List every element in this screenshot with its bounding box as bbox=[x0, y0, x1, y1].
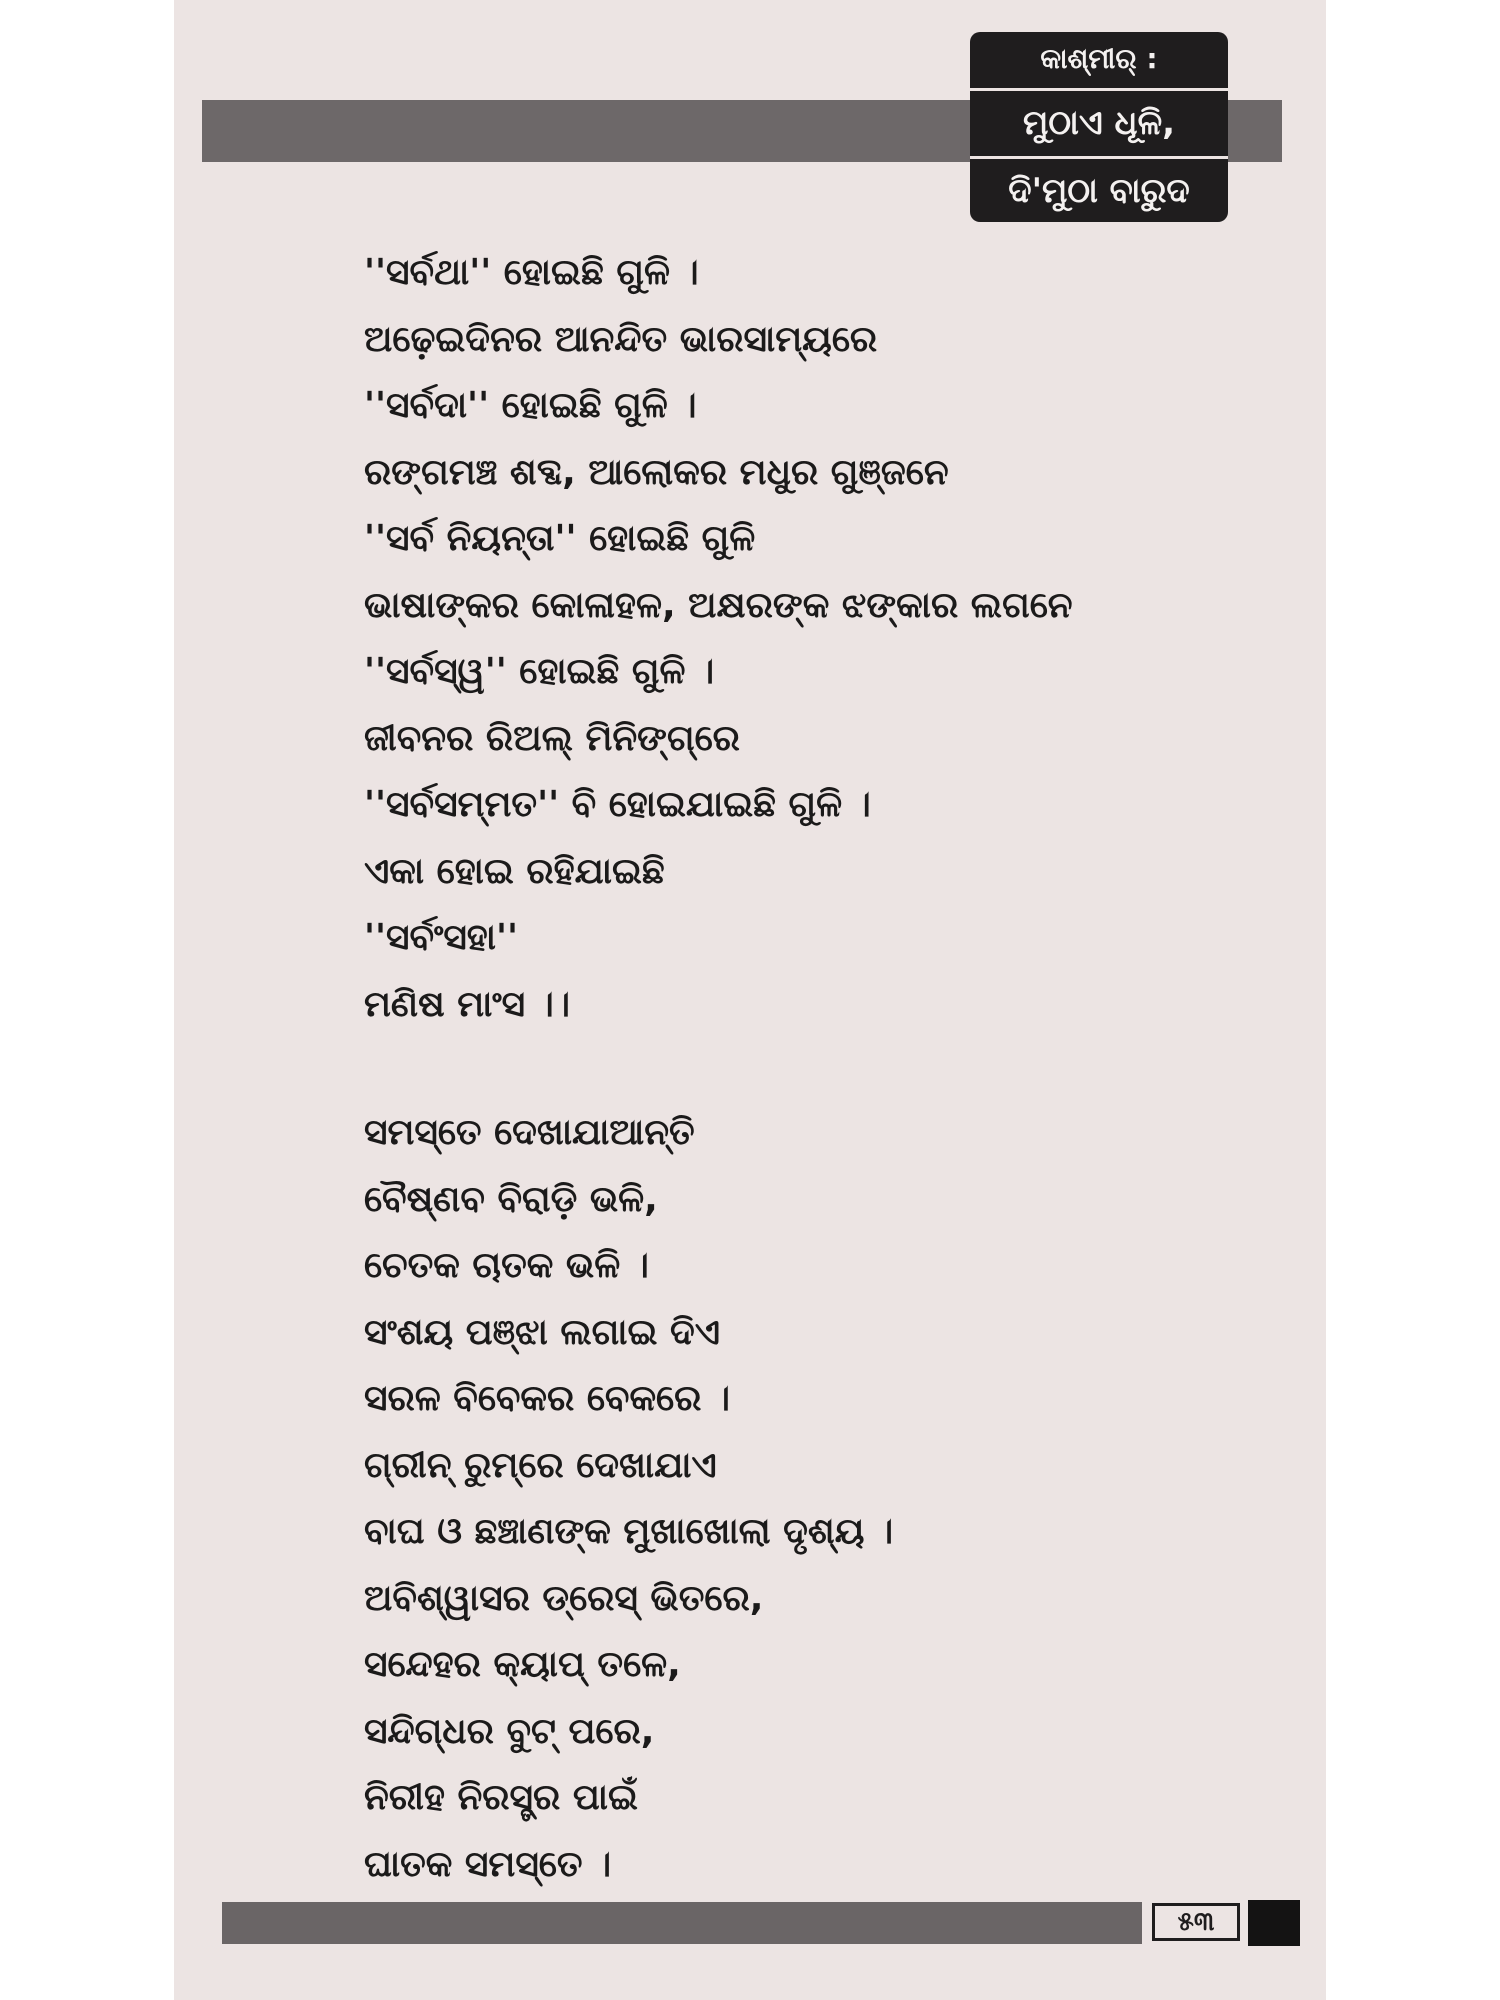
chapter-title-line-2: ମୁଠାଏ ଧୂଳି, bbox=[1022, 102, 1176, 143]
poem-line: ''ସର୍ବଂସହା'' bbox=[364, 917, 519, 958]
poem-line: ''ସର୍ବସମ୍ମତ'' ବି ହୋଇଯାଇଛି ଗୁଳି । bbox=[364, 784, 871, 825]
poem-line: ନିରୀହ ନିରସ୍ତ୍ର ପାଇଁ bbox=[364, 1777, 638, 1818]
chapter-title-line-1: କାଶ୍ମୀର୍ : bbox=[1040, 42, 1158, 76]
poem-line: ସନ୍ଦେହର କ୍ୟାପ୍ ତଳେ, bbox=[364, 1644, 681, 1685]
poem-line: ସମସ୍ତେ ଦେଖାଯାଆନ୍ତି bbox=[364, 1112, 695, 1153]
poem-line: ସରଳ ବିବେକର ବେକରେ । bbox=[364, 1378, 731, 1419]
poem-line: ଅବିଶ୍ୱାସର ଡ୍ରେସ୍ ଭିତରେ, bbox=[364, 1577, 764, 1619]
footer-block bbox=[1248, 1900, 1300, 1946]
poem-line: ଭାଷାଙ୍କର କୋଳାହଳ, ଅକ୍ଷରଙ୍କ ଝଙ୍କାର ଲଗନେ bbox=[364, 584, 1073, 626]
page-number: ୫୩ bbox=[1152, 1903, 1240, 1941]
poem-line: ବାଘ ଓ ଛଞ୍ଚାଣଙ୍କ ମୁଖାଖୋଲା ଦୃଶ୍ୟ । bbox=[364, 1511, 894, 1552]
poem-line: ଅଢ଼େଇଦିନର ଆନନ୍ଦିତ ଭାରସାମ୍ୟରେ bbox=[364, 318, 878, 360]
poem-body bbox=[364, 240, 1124, 1898]
stanza-2 bbox=[364, 1100, 1124, 1898]
footer-bar bbox=[222, 1902, 1142, 1944]
poem-line: ସନ୍ଦିଗ୍ଧର ବୁଟ୍ ପରେ, bbox=[364, 1710, 655, 1752]
title-divider bbox=[970, 156, 1228, 159]
poem-line: ବୈଷ୍ଣବ ବିରାଡ଼ି ଭଳି, bbox=[364, 1178, 658, 1220]
poem-line: ମଣିଷ ମାଂସ ।। bbox=[364, 983, 571, 1025]
poem-line: ''ସର୍ବଦା'' ହୋଇଛି ଗୁଳି । bbox=[364, 385, 697, 426]
poem-line: ଗ୍ରୀନ୍ ରୁମ୍‌ରେ ଦେଖାଯାଏ bbox=[364, 1444, 717, 1486]
stanza-1 bbox=[364, 240, 1124, 1038]
poem-line: ''ସର୍ବ ନିୟନ୍ତା'' ହୋଇଛି ଗୁଳି bbox=[364, 518, 756, 559]
poem-line: ଚେତକ ଚାତକ ଭଳି । bbox=[364, 1245, 649, 1286]
poem-line: ଜୀବନର ରିଅଲ୍ ମିନିଙ୍ଗ୍‌ରେ bbox=[364, 717, 740, 759]
poem-line: ରଙ୍ଗମଞ୍ଚ ଶବ୍ଦ, ଆଲୋକର ମଧୁର ଗୁଞ୍ଜନେ bbox=[364, 451, 949, 493]
poem-line: ଏକା ହୋଇ ରହିଯାଇଛି bbox=[364, 850, 665, 892]
chapter-title-box bbox=[970, 32, 1228, 222]
poem-line: ଘାତକ ସମସ୍ତେ । bbox=[364, 1843, 612, 1885]
poem-line: ''ସର୍ବଥା'' ହୋଇଛି ଗୁଳି । bbox=[364, 252, 699, 293]
poem-line: ''ସର୍ବସ୍ୱ'' ହୋଇଛି ଗୁଳି । bbox=[364, 651, 715, 692]
chapter-title-line-3: ଦି'ମୁଠା ବାରୁଦ bbox=[1008, 171, 1190, 212]
poem-line: ସଂଶୟ ପଞ୍ଝା ଲଗାଇ ଦିଏ bbox=[364, 1311, 721, 1353]
title-divider bbox=[970, 88, 1228, 91]
